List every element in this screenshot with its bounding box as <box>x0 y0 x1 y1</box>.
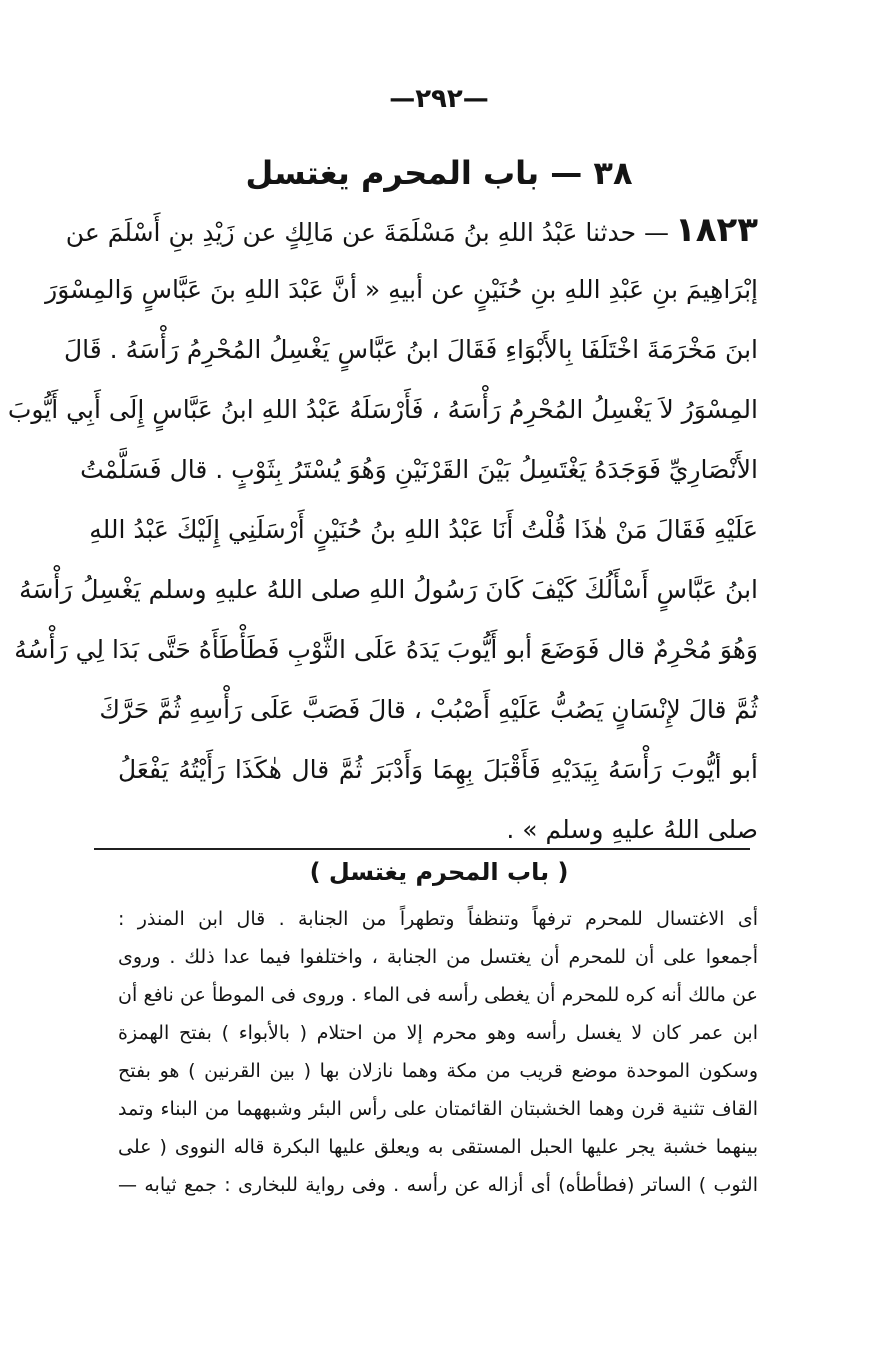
footnote-text <box>118 900 758 1204</box>
footnote-line: أى الاغتسال للمحرم ترفهاً وتنظفاً وتطهراً من الجنابة . قال ابن المنذر : <box>118 908 758 930</box>
hadith-line: ثُمَّ قالَ لإِنْسَانٍ يَصُبُّ عَلَيْهِ أَصْبُبْ ، قالَ فَصَبَّ عَلَى رَأْسِهِ ثُمَّ حَرَّكَ <box>99 695 758 724</box>
hadith-line: عَلَيْهِ فَقَالَ مَنْ هٰذَا قُلْتُ أَنَا عَبْدُ اللهِ بنُ حُنَيْنٍ أَرْسَلَنِي إِلَيْكَ عَبْدُ اللهِ <box>89 515 758 544</box>
page-number: —٢٩٢— <box>389 84 489 114</box>
footnote-line: وسكون الموحدة موضع قريب من مكة وهما نازلان بها ( بين القرنين ) هو بفتح <box>118 1060 758 1082</box>
hadith-line: صلى اللهُ عليهِ وسلم » . <box>506 815 758 844</box>
hadith-line <box>65 200 758 260</box>
hadith-line: الأَنْصَارِيِّ فَوَجَدَهُ يَغْتَسِلُ بَيْنَ القَرْنَيْنِ وَهُوَ يُسْتَرُ بِثَوْبٍ . قال فَسَلَّمْتُ <box>80 455 758 484</box>
footnote-line: القاف تثنية قرن وهما الخشبتان القائمتان على رأس البئر وشبههما من البناء وتمد <box>118 1098 758 1120</box>
hadith-line: المِسْوَرُ لاَ يَغْسِلُ المُحْرِمُ رَأْسَهُ ، فَأَرْسَلَهُ عَبْدُ اللهِ ابنُ عَبَّاسٍ إِلَى أَبِي أَيُّوبَ <box>7 395 758 424</box>
hadith-text <box>7 200 758 860</box>
hadith-number: ١٨٢٣ <box>674 210 758 250</box>
hadith-line-text: — حدثنا عَبْدُ اللهِ بنُ مَسْلَمَةَ عن مَالِكٍ عن زَيْدِ بنِ أَسْلَمَ عن <box>65 218 669 247</box>
hadith-line: إبْرَاهِيمَ بنِ عَبْدِ اللهِ بنِ حُنَيْنٍ عن أبيهِ « أنَّ عَبْدَ اللهِ بنَ عَبَّاسٍ وَالمِسْوَرَ <box>45 275 758 304</box>
footnote-line: الثوب ) الساتر (فطأطأه) أى أزاله عن رأسه . وفى رواية للبخارى : جمع ثيابه — <box>118 1174 758 1196</box>
footnote-divider <box>94 848 750 850</box>
chapter-title: ٣٨ — باب المحرم يغتسل <box>245 154 633 192</box>
footnote-line: ابن عمر كان لا يغسل رأسه وهو محرم إلا من احتلام ( بالأبواء ) بفتح الهمزة <box>118 1022 758 1044</box>
footnote-line: أجمعوا على أن للمحرم أن يغتسل من الجنابة ، واختلفوا فيما عدا ذلك . وروى <box>118 946 758 968</box>
hadith-line: ابنُ عَبَّاسٍ أَسْأَلُكَ كَيْفَ كَانَ رَسُولُ اللهِ صلى اللهُ عليهِ وسلم يَغْسِلُ رَأْسَهُ <box>19 575 758 604</box>
hadith-line: ابنَ مَخْرَمَةَ اخْتَلَفَا بِالأَبْوَاءِ فَقَالَ ابنُ عَبَّاسٍ يَغْسِلُ المُحْرِمُ رَأْسَهُ . قَالَ <box>64 335 758 364</box>
hadith-line: وَهُوَ مُحْرِمٌ قال فَوَضَعَ أبو أَيُّوبَ يَدَهُ عَلَى الثَّوْبِ فَطَأْطَأَهُ حَتَّى بَدَا لِي رَأْسُهُ <box>14 635 758 664</box>
hadith-line: أبو أيُّوبَ رَأْسَهُ بِيَدَيْهِ فَأَقْبَلَ بِهِمَا وَأَدْبَرَ ثُمَّ قال هٰكَذَا رَأَيْتُهُ يَفْعَلُ <box>118 755 758 784</box>
footnote-line: بينهما خشبة يجر عليها الحبل المستقى به ويعلق عليها البكرة قاله النووى ( على <box>118 1136 758 1158</box>
footnote-line: عن مالك أنه كره للمحرم أن يغطى رأسه فى الماء . وروى فى الموطأ عن نافع أن <box>118 984 758 1006</box>
footnote-title: ( باب المحرم يغتسل ) <box>309 858 569 886</box>
